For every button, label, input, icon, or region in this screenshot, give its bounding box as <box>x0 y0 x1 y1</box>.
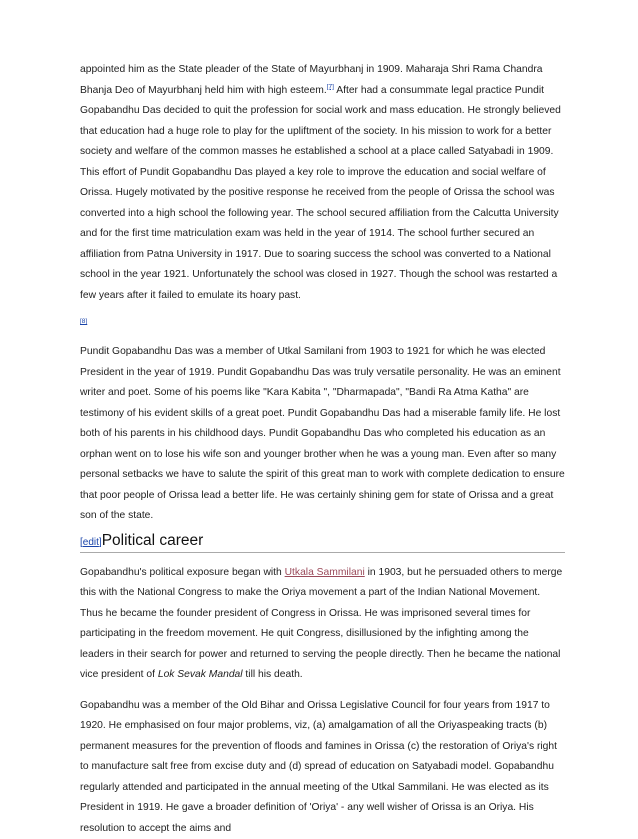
paragraph-political-text-b: in 1903, but he persuaded others to merge this with the National Congress to make the Oriya movement a part of the Indian National Movement. Thus he became the founder president of Congress in Orissa. He was imprisoned several times for participating in the freedom movement. He quit Congress, disillusioned by the infighting among the leaders in their search for power and returned to serving the people directly. Then he became the national vice president of <box>80 567 562 681</box>
section-title: Political career <box>102 532 204 549</box>
document-page <box>80 60 565 839</box>
paragraph-school <box>80 60 565 306</box>
section-heading-political-career <box>80 530 565 553</box>
utkala-sammilani-link[interactable]: Utkala Sammilani <box>285 567 365 578</box>
edit-link[interactable]: edit <box>83 537 99 548</box>
lok-sevak-mandal-text: Lok Sevak Mandal <box>158 669 243 680</box>
paragraph-utkal-samilani: Pundit Gopabandhu Das was a member of Utkal Samilani from 1903 to 1921 for which he was elected President in the year of 1919. Pundit Gopabandhu Das was truly versatile personality. He was an eminent writer and poet. Some of his poems like "Kara Kabita ", "Dharmapada", "Bandi Ra Atma Katha" are testimony of his evident skills of a great poet. Pundit Gopabandhu Das had a miserable family life. He lost both of his parents in his childhood days. Pundit Gopabandhu Das who completed his education as an orphan went on to lose his wife son and younger brother when he was a young man. Even after so many personal setbacks we have to salute the spirit of this great man to work with complete dedication to ensure that poor people of Orissa lead a better life. He was certainly shining gem for state of Orissa and a great son of the state. <box>80 342 565 527</box>
edit-bracket-open: [ <box>80 537 83 548</box>
citation-7-link[interactable]: [7] <box>327 83 334 90</box>
paragraph-political-exposure <box>80 563 565 686</box>
paragraph-legislative-council: Gopabandhu was a member of the Old Bihar and Orissa Legislative Council for four years from 1917 to 1920. He emphasised on four major problems, viz, (a) amalgamation of all the Oriyaspeaking tracts (b) permanent measures for the prevention of floods and famines in Orissa (c) the restoration of Oriya's right to manufacture salt free from excise duty and (d) spread of education on Satyabadi model. Gopabandhu regularly attended and participated in the annual meeting of the Utkal Sammilani. He was elected as its President in 1919. He gave a broader definition of 'Oriya' - any well wisher of Orissa is an Oriya. His resolution to accept the aims and <box>80 696 565 839</box>
citation-8-link[interactable]: [8] <box>80 318 87 325</box>
paragraph-political-text-a: Gopabandhu's political exposure began with <box>80 567 285 578</box>
citation-8-line <box>80 311 565 332</box>
paragraph-school-text-a: appointed him as the State pleader of the State of Mayurbhanj in 1909. Maharaja Shri Rama Chandra Bhanja Deo of Mayurbhanj held him with high esteem. <box>80 64 543 96</box>
paragraph-political-text-c: till his death. <box>243 669 303 680</box>
edit-section-control <box>80 537 102 548</box>
paragraph-school-text-b: After had a consummate legal practice Pundit Gopabandhu Das decided to quit the profession for social work and mass education. He strongly believed that education had a huge role to play for the upliftment of the society. In his mission to work for a better society and welfare of the common masses he established a school at a place called Satyabadi in 1909. This effort of Pundit Gopabandhu Das played a key role to improve the education and social welfare of Orissa. Hugely motivated by the positive response he received from the people of Orissa the school was converted into a high school the following year. The school secured affiliation from the Calcutta University and for the first time matriculation exam was held in the year of 1914. The school further secured an affiliation from Patna University in 1917. Due to soaring success the school was converted to a National school in the year 1921. Unfortunately the school was closed in 1927. Though the school was restarted a few years after it failed to emulate its hoary past. <box>80 85 561 301</box>
edit-bracket-close: ] <box>99 537 102 548</box>
